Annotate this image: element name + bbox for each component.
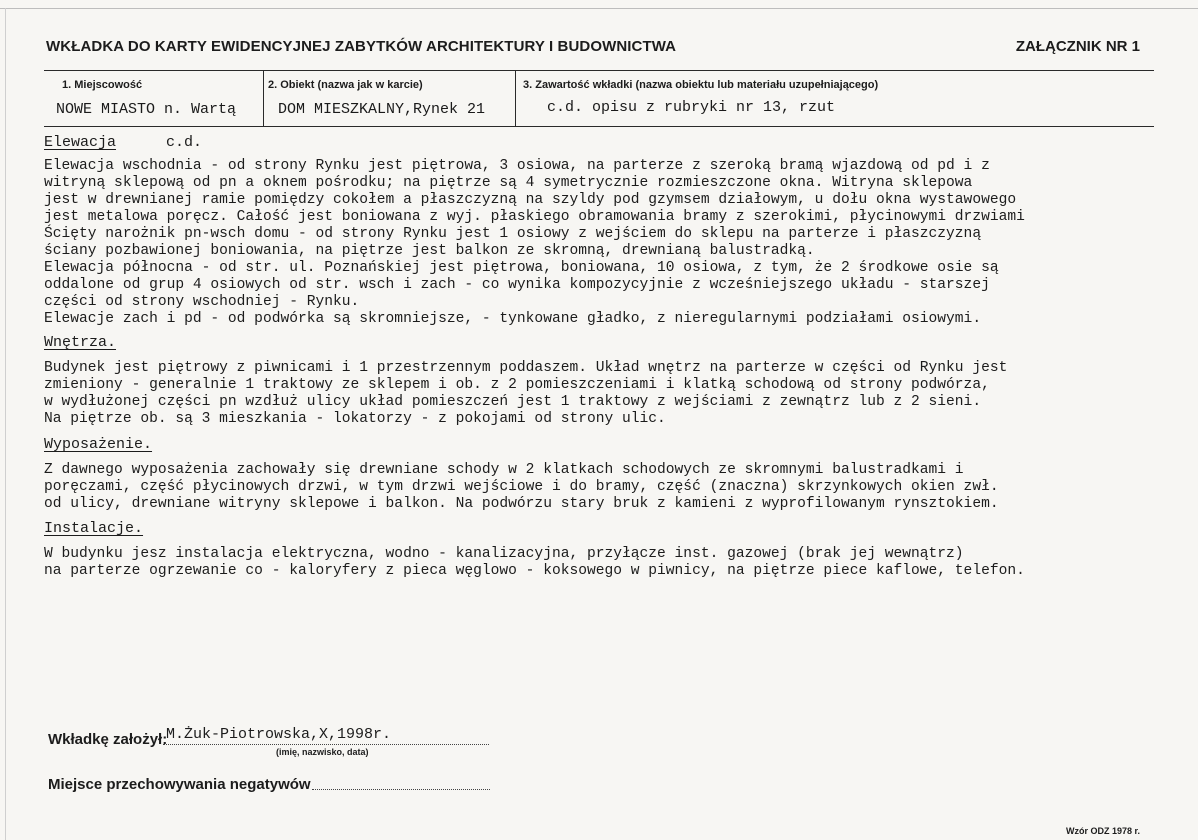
text-line: jest w drewnianej ramie pomiędzy cokołem a płaszczyzną na szyldy pod gzymsem działowym, u dołu okna wystawowego	[44, 192, 1017, 208]
elevation-heading: Elewacja	[44, 134, 117, 151]
object-value: DOM MIESZKALNY,Rynek 21	[278, 101, 486, 118]
negatives-location-line	[312, 789, 490, 790]
founded-by-line	[163, 744, 489, 745]
text-line: poręczami, część płycinowych drzwi, w tym drzwi wejściowe i do bramy, część (znaczna) skrzynkowych okien zwł.	[44, 479, 999, 495]
founded-by-label: Wkładkę założył:	[48, 731, 168, 748]
contents-label: 3. Zawartość wkładki (nazwa obiektu lub materiału uzupełniającego)	[523, 79, 879, 91]
elevation-text	[44, 158, 1194, 328]
interior-heading: Wnętrza.	[44, 334, 117, 351]
text-line: Na piętrze ob. są 3 mieszkania - lokatorzy - z pokojami od strony ulic.	[44, 411, 666, 427]
text-line: Budynek jest piętrowy z piwnicami i 1 przestrzennym poddaszem. Układ wnętrz na parterze w części od Rynku jest	[44, 360, 1008, 376]
text-line: zmieniony - generalnie 1 traktowy ze sklepem i ob. z 2 pomieszczeniami i klatką schodową od strony podwórza,	[44, 377, 990, 393]
installations-text	[44, 546, 1194, 580]
card-top-edge	[0, 8, 1198, 9]
text-line: w wydłużonej części pn wzdłuż ulicy układ pomieszczeń jest 1 traktowy z wejściami z zewnątrz lub z 2 sieni.	[44, 394, 982, 410]
field-divider-1	[263, 70, 264, 126]
text-line: Elewacja północna - od str. ul. Poznańskiej jest piętrowa, boniowana, 10 osiowa, z tym, że 2 środkowe osie są	[44, 260, 999, 276]
field-table-top-rule	[44, 70, 1154, 71]
text-line: od ulicy, drewniane witryny sklepowe i balkon. Na podwórzu stary bruk z kamieni z wyprofilowanym rynsztokiem.	[44, 496, 999, 512]
text-line: witryną sklepową od pn a oknem pośrodku; na piętrze są 4 symetrycznie rozmieszczone okna. Witryna sklepowa	[44, 175, 973, 191]
furnishings-heading: Wyposażenie.	[44, 436, 153, 453]
furnishings-text	[44, 462, 1194, 513]
text-line: Z dawnego wyposażenia zachowały się drewniane schody w 2 klatkach schodowych ze skromnymi balustradkami i	[44, 462, 964, 478]
installations-heading: Instalacje.	[44, 520, 144, 537]
text-line: W budynku jesz instalacja elektryczna, wodno - kanalizacyjna, przyłącze inst. gazowej (brak jej wewnątrz)	[44, 546, 964, 562]
text-line: na parterze ogrzewanie co - kaloryfery z pieca węglowo - koksowego w piwnicy, na piętrze piece kaflowe, telefon.	[44, 563, 1025, 579]
form-code: Wzór ODZ 1978 r.	[1065, 826, 1140, 836]
attachment-number: ZAŁĄCZNIK NR 1	[1015, 38, 1140, 55]
text-line: części od strony wschodniej - Rynku.	[44, 294, 360, 310]
contents-value: c.d. opisu z rubryki nr 13, rzut	[547, 99, 836, 116]
interior-text	[44, 360, 1194, 428]
locality-value: NOWE MIASTO n. Wartą	[56, 101, 237, 118]
form-title: WKŁADKA DO KARTY EWIDENCYJNEJ ZABYTKÓW ARCHITEKTURY I BUDOWNICTWA	[46, 38, 677, 55]
founded-by-caption: (imię, nazwisko, data)	[276, 747, 369, 757]
elevation-continued: c.d.	[166, 134, 203, 151]
card-left-edge	[5, 8, 6, 840]
text-line: jest metalowa poręcz. Całość jest boniowana z wyj. płaskiego obramowania bramy z szerokimi, płycinowymi drzwiami	[44, 209, 1025, 225]
text-line: ściany pozbawionej boniowania, na piętrze jest balkon ze skromną, drewnianą balustradką.	[44, 243, 815, 259]
locality-label: 1. Miejscowość	[62, 79, 143, 91]
text-line: oddalone od grup 4 osiowych od str. wsch i zach - co wynika kompozycyjnie z wcześniejszego układu - starszej	[44, 277, 990, 293]
text-line: Elewacja wschodnia - od strony Rynku jest piętrowa, 3 osiowa, na parterze z szeroką bramą wjazdową od pd i z	[44, 158, 990, 174]
negatives-location-label: Miejsce przechowywania negatywów	[48, 776, 311, 793]
text-line: Elewacje zach i pd - od podwórka są skromniejsze, - tynkowane gładko, z nieregularnymi podziałami osiowymi.	[44, 311, 982, 327]
field-divider-2	[515, 70, 516, 126]
object-label: 2. Obiekt (nazwa jak w karcie)	[268, 79, 423, 91]
text-line: Ścięty narożnik pn-wsch domu - od strony Rynku jest 1 osiowy z wejściem do sklepu na parterze i płaszczyzną	[44, 226, 982, 242]
field-table-bottom-rule	[44, 126, 1154, 127]
founded-by-value: M.Żuk-Piotrowska,X,1998r.	[166, 726, 392, 743]
